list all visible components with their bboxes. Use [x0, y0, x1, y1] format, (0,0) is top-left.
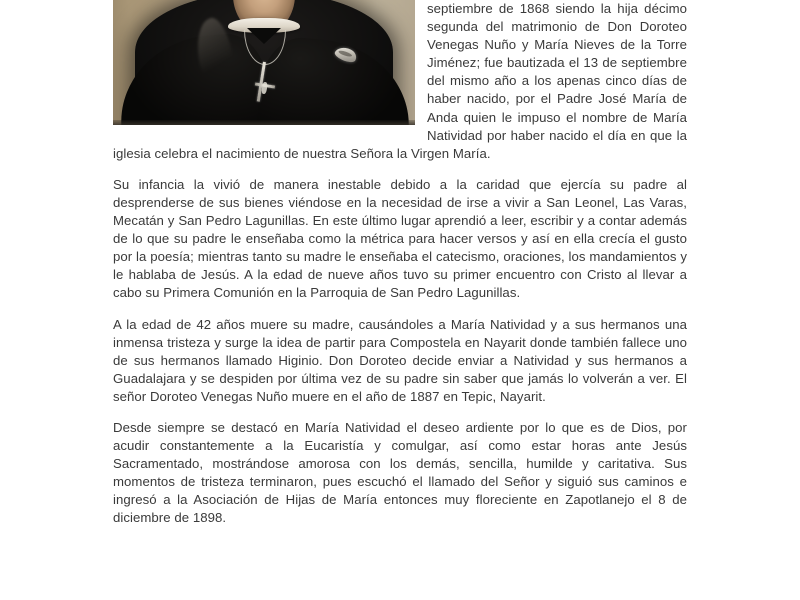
paragraph-4: Desde siempre se destacó en María Natividad el deseo ardiente por lo que es de Dios, por acudir constantemente a la Eucaristía y comulgar, así como estar horas ante Jesús Sacramentado, mostrándose amorosa con los demás, sencilla, humilde y caritativa. Sus momentos de tristeza terminaron, pues escuchó el llamado del Señor y siguió sus caminos e ingresó a la Asociación de Hijas de María entonces muy floreciente en Zapotlanejo el 8 de diciembre de 1898.: [113, 419, 687, 526]
paragraph-2: Su infancia la vivió de manera inestable debido a la caridad que ejercía su padre al desprenderse de sus bienes viéndose en la necesidad de irse a vivir a San Leonel, Las Varas, Mecatán y San Pedro Lagunillas. En este último lugar aprendió a leer, escribir y a contar además de lo que su padre le enseñaba como la métrica para hacer versos y así en ella crecía el gusto por la poesía; mientras tanto su madre le enseñaba el catecismo, oraciones, los mandamientos y le hablaba de Jesús. A la edad de nueve años tuvo su primer encuentro con Cristo al llevar a cabo su Primera Comunión en la Parroquia de San Pedro Lagunillas.: [113, 176, 687, 301]
paragraph-3: A la edad de 42 años muere su madre, causándoles a María Natividad y a sus hermanos una inmensa tristeza y surge la idea de partir para Compostela en Nayarit donde también fallece uno de sus hermanos llamado Higinio. Don Doroteo decide enviar a Natividad y sus hermanos a Guadalajara y se despiden por última vez de su padre sin saber que jamás lo volverán a ver. El señor Doroteo Venegas Nuño muere en el año de 1887 en Tepic, Nayarit.: [113, 316, 687, 404]
portrait-photo: [113, 0, 415, 125]
photo-bottom-band: [113, 120, 415, 125]
paragraph-1: septiembre de 1868 siendo la hija décimo segunda del matrimonio de Don Doroteo Venegas Nuño y María Nieves de la Torre Jiménez; fue bautizada el 13 de septiembre del mismo año a los apenas cinco días de haber nacido, por el Padre José María de Anda quien le impuso el nombre de María Natividad por haber nacido el día en que la iglesia celebra el nacimiento de nuestra Señora la Virgen María.: [113, 1, 687, 161]
document-content: [113, 0, 687, 528]
